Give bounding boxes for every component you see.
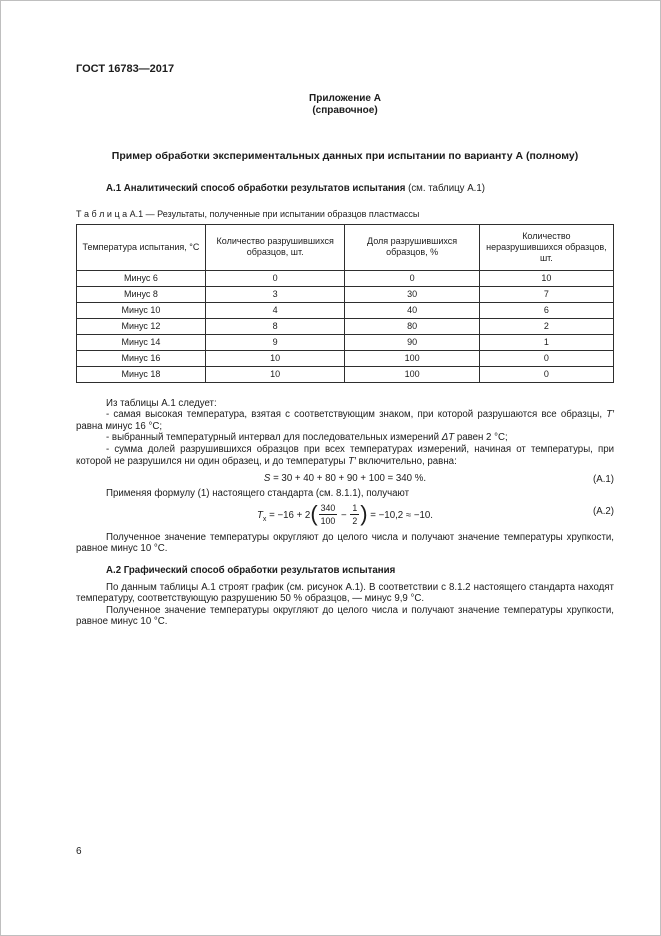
bullet-3-variable: Т′ — [348, 455, 356, 467]
close-paren: ) — [360, 501, 368, 527]
table-cell: 1 — [479, 334, 613, 350]
table-caption-text: Результаты, полученные при испытании образцов пластмассы — [157, 208, 420, 219]
analysis-bullet-1 — [76, 409, 614, 432]
fraction-numerator: 340 — [320, 502, 336, 513]
section-a1-ref: (см. таблицу А.1) — [405, 183, 485, 194]
fraction-1-2 — [350, 503, 359, 526]
table-cell: 90 — [345, 334, 479, 350]
formula-a1-expression: = 30 + 40 + 80 + 90 + 100 = 340 %. — [270, 473, 427, 485]
bullet-3-tail: включительно, равна: — [355, 455, 457, 467]
table-cell: Минус 6 — [77, 270, 206, 286]
table-cell: 7 — [479, 286, 613, 302]
fraction-numerator: 1 — [352, 502, 358, 513]
doc-number: ГОСТ 16783—2017 — [76, 63, 175, 75]
table-cell: 30 — [345, 286, 479, 302]
bullet-2-variable: ΔТ — [441, 432, 455, 444]
table-cell: 100 — [345, 366, 479, 382]
column-header: Количество разрушившихся образцов, шт. — [205, 224, 345, 270]
annex-title: Приложение А — [309, 93, 381, 104]
formula-a2-ref: (А.2) — [593, 505, 614, 517]
section-a2-paragraph-1: По данным таблицы А.1 строят график (см. рисунок А.1). В соответствии с 8.1.2 настоящего стандарта находят температуру, соответствующую разрушению 50 % образцов, — минус 9,9 °С. — [76, 581, 614, 605]
formula-a2-eq2: = −10,2 ≈ −10. — [367, 509, 433, 521]
table-row — [77, 366, 614, 382]
formula-a1-ref: (А.1) — [593, 474, 614, 486]
table-cell: 2 — [479, 318, 613, 334]
table-cell: 0 — [479, 350, 613, 366]
table-cell: 0 — [479, 366, 613, 382]
open-paren: ( — [310, 501, 318, 527]
table-caption — [76, 209, 614, 220]
annex-subtitle: (справочное) — [312, 105, 378, 116]
table-cell: 0 — [345, 270, 479, 286]
fraction-denominator: 2 — [352, 515, 358, 526]
table-header-row — [77, 224, 614, 270]
formula-a2-body — [256, 501, 433, 527]
rounding-paragraph: Полученное значение температуры округляют до целого числа и получают значение температуры хрупкости, равное минус 10 °С. — [76, 531, 614, 555]
results-table — [76, 224, 614, 383]
table-body — [77, 270, 614, 382]
analysis-bullet-2 — [76, 432, 614, 444]
section-a2-paragraph-2: Полученное значение температуры округляют до целого числа и получают значение температуры хрупкости, равное минус 10 °С. — [76, 604, 614, 628]
formula-a2-minus: − — [338, 509, 350, 521]
section-a1-heading — [76, 183, 614, 195]
table-cell: Минус 14 — [77, 334, 206, 350]
fraction-denominator: 100 — [320, 515, 336, 526]
table-cell: Минус 18 — [77, 366, 206, 382]
table-cell: 40 — [345, 302, 479, 318]
table-cell: 0 — [205, 270, 345, 286]
analysis-bullet-3 — [76, 444, 614, 467]
formula-a2 — [76, 501, 614, 527]
table-row — [77, 302, 614, 318]
formula-a2-eq1: = −16 + 2 — [266, 509, 311, 521]
bullet-1-variable: Т′ — [606, 409, 614, 421]
table-row — [77, 350, 614, 366]
formula-a1 — [76, 472, 614, 485]
column-header: Количество неразрушившихся образцов, шт. — [479, 224, 613, 270]
table-cell: Минус 8 — [77, 286, 206, 302]
table-cell: Минус 10 — [77, 302, 206, 318]
table-cell: 3 — [205, 286, 345, 302]
table-cell: 8 — [205, 318, 345, 334]
formula-a1-body — [264, 473, 426, 484]
table-row — [77, 270, 614, 286]
column-header: Температура испытания, °С — [77, 224, 206, 270]
table-cell: 4 — [205, 302, 345, 318]
column-header: Доля разрушившихся образцов, % — [345, 224, 479, 270]
table-caption-label: Т а б л и ц а А.1 — — [76, 208, 158, 219]
fraction-340-100 — [319, 503, 338, 526]
apply-formula-text: Применяя формулу (1) настоящего стандарта (см. 8.1.1), получают — [106, 488, 410, 500]
bullet-2-tail: равен 2 °С; — [454, 432, 508, 444]
bullet-3-text: - сумма долей разрушившихся образцов при всех температурах измерений, начиная от температуры, при которой не разрушился ни один образец, и до температуры — [76, 443, 614, 467]
formula-a1-variable: S — [263, 473, 271, 485]
analysis-block — [76, 398, 614, 628]
table-cell: Минус 12 — [77, 318, 206, 334]
table-cell: 10 — [205, 366, 345, 382]
table-row — [77, 334, 614, 350]
bullet-1-tail: равна минус 16 °С; — [76, 420, 163, 432]
table-cell: 9 — [205, 334, 345, 350]
bullet-2-text: - выбранный температурный интервал для последовательных измерений — [106, 432, 442, 444]
table-row — [77, 286, 614, 302]
section-a2-heading: А.2 Графический способ обработки результатов испытания — [106, 564, 396, 576]
table-row — [77, 318, 614, 334]
formula-a2-subscript: х — [262, 515, 267, 523]
main-heading: Пример обработки экспериментальных данных при испытании по варианту А (полному) — [111, 150, 579, 162]
bullet-1-text: - самая высокая температура, взятая с соответствующим знаком, при которой разрушаются все образцы, — [106, 409, 607, 421]
table-cell: 10 — [479, 270, 613, 286]
table-cell: 80 — [345, 318, 479, 334]
table-cell: 100 — [345, 350, 479, 366]
table-cell: 6 — [479, 302, 613, 318]
formula-a2-variable: Т — [256, 509, 263, 521]
page-number: 6 — [76, 846, 82, 857]
analysis-intro: Из таблицы А.1 следует: — [106, 397, 217, 409]
table-cell: 10 — [205, 350, 345, 366]
section-a1-title: А.1 Аналитический способ обработки результатов испытания — [106, 183, 406, 194]
table-cell: Минус 16 — [77, 350, 206, 366]
